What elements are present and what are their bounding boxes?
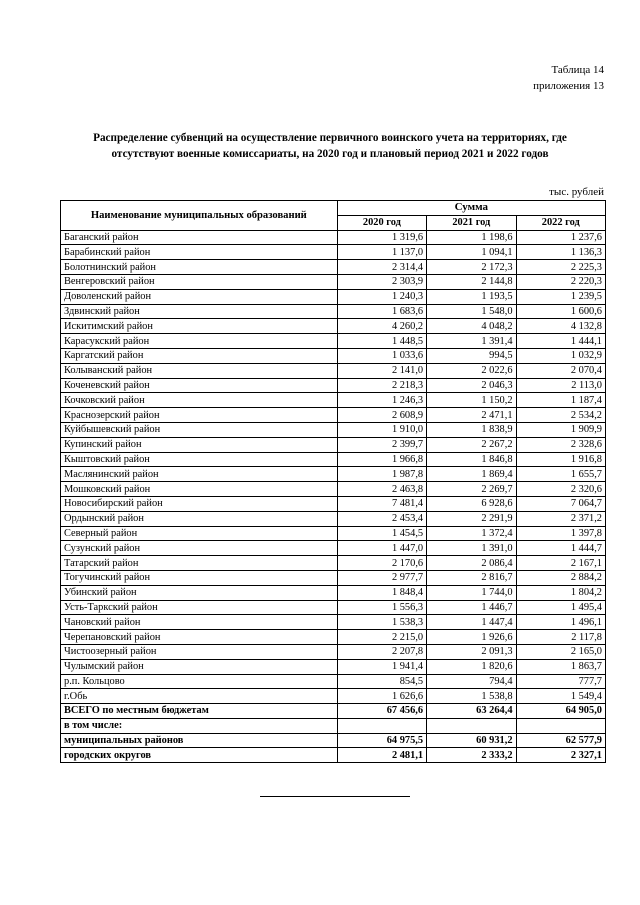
amount-cell-2020: 1 448,5	[337, 334, 426, 349]
table-row	[61, 674, 606, 689]
amount-cell-2021: 2 269,7	[427, 482, 516, 497]
amount-cell-2022: 1 187,4	[516, 393, 605, 408]
amount-cell-2020: 2 314,4	[337, 260, 426, 275]
empty-cell	[516, 718, 605, 733]
table-row	[61, 437, 606, 452]
amount-cell-2020: 1 966,8	[337, 452, 426, 467]
amount-cell-2022: 777,7	[516, 674, 605, 689]
amount-cell-2022: 2 117,8	[516, 630, 605, 645]
municipality-name: Колыванский район	[61, 363, 338, 378]
amount-cell-2020: 1 033,6	[337, 348, 426, 363]
amount-cell-2020: 2 141,0	[337, 363, 426, 378]
amount-cell-2021: 1 391,0	[427, 541, 516, 556]
amount-cell-2020: 7 481,4	[337, 496, 426, 511]
amount-cell-2021: 1 391,4	[427, 334, 516, 349]
amount-cell-2020: 2 399,7	[337, 437, 426, 452]
amount-cell-2020: 1 683,6	[337, 304, 426, 319]
amount-cell-2020: 854,5	[337, 674, 426, 689]
amount-cell-2022: 1 496,1	[516, 615, 605, 630]
municipality-name: Маслянинский район	[61, 467, 338, 482]
municipality-name: Северный район	[61, 526, 338, 541]
amount-cell-2022: 1 136,3	[516, 245, 605, 260]
table-row	[61, 659, 606, 674]
header-row-1	[61, 201, 606, 216]
amount-cell-2021: 6 928,6	[427, 496, 516, 511]
municipality-name: муниципальных районов	[61, 733, 338, 748]
table-row	[61, 541, 606, 556]
table-row	[61, 482, 606, 497]
amount-cell-2021: 1 926,6	[427, 630, 516, 645]
amount-cell-2022: 4 132,8	[516, 319, 605, 334]
amount-cell-2020: 67 456,6	[337, 704, 426, 719]
amount-cell-2020: 2 463,8	[337, 482, 426, 497]
amount-cell-2020: 2 481,1	[337, 748, 426, 763]
amount-cell-2021: 2 022,6	[427, 363, 516, 378]
appendix-label: приложения 13	[533, 80, 604, 92]
amount-cell-2021: 794,4	[427, 674, 516, 689]
footer-divider	[260, 796, 410, 797]
amount-cell-2021: 1 372,4	[427, 526, 516, 541]
amount-cell-2021: 1 193,5	[427, 289, 516, 304]
amount-cell-2020: 2 303,9	[337, 274, 426, 289]
amount-cell-2022: 2 220,3	[516, 274, 605, 289]
amount-cell-2020: 2 170,6	[337, 556, 426, 571]
amount-cell-2020: 1 538,3	[337, 615, 426, 630]
units-label: тыс. рублей	[549, 186, 604, 198]
table-row	[61, 245, 606, 260]
amount-cell-2021: 2 046,3	[427, 378, 516, 393]
amount-cell-2020: 1 246,3	[337, 393, 426, 408]
table-row	[61, 289, 606, 304]
amount-cell-2020: 2 207,8	[337, 644, 426, 659]
municipality-name: Болотнинский район	[61, 260, 338, 275]
municipality-name: Убинский район	[61, 585, 338, 600]
municipality-name: Краснозерский район	[61, 408, 338, 423]
municipality-name: городских округов	[61, 748, 338, 763]
amount-cell-2022: 1 909,9	[516, 422, 605, 437]
municipality-name: Чистоозерный район	[61, 644, 338, 659]
municipality-name: Баганский район	[61, 230, 338, 245]
amount-cell-2020: 1 556,3	[337, 600, 426, 615]
municipality-name: Татарский район	[61, 556, 338, 571]
amount-cell-2021: 1 198,6	[427, 230, 516, 245]
table-row	[61, 452, 606, 467]
amount-cell-2021: 1 538,8	[427, 689, 516, 704]
table-row	[61, 511, 606, 526]
amount-cell-2021: 2 267,2	[427, 437, 516, 452]
amount-cell-2020: 2 218,3	[337, 378, 426, 393]
amount-cell-2020: 2 977,7	[337, 570, 426, 585]
amount-cell-2020: 2 215,0	[337, 630, 426, 645]
table-row	[61, 689, 606, 704]
amount-cell-2021: 4 048,2	[427, 319, 516, 334]
amount-cell-2022: 2 884,2	[516, 570, 605, 585]
municipality-name: Чановский район	[61, 615, 338, 630]
amount-cell-2021: 1 094,1	[427, 245, 516, 260]
amount-cell-2022: 2 225,3	[516, 260, 605, 275]
amount-cell-2021: 1 548,0	[427, 304, 516, 319]
amount-cell-2022: 2 320,6	[516, 482, 605, 497]
amount-cell-2021: 2 172,3	[427, 260, 516, 275]
amount-cell-2022: 2 167,1	[516, 556, 605, 571]
municipality-name: Искитимский район	[61, 319, 338, 334]
table-row	[61, 422, 606, 437]
table-row	[61, 615, 606, 630]
amount-cell-2022: 1 863,7	[516, 659, 605, 674]
year-header-2020: 2020 год	[337, 215, 426, 230]
amount-cell-2020: 1 987,8	[337, 467, 426, 482]
municipality-name: Мошковский район	[61, 482, 338, 497]
subtotal-row	[61, 748, 606, 763]
municipality-name: Доволенский район	[61, 289, 338, 304]
amount-cell-2022: 1 239,5	[516, 289, 605, 304]
amount-cell-2020: 1 941,4	[337, 659, 426, 674]
table-row	[61, 363, 606, 378]
amount-cell-2022: 1 495,4	[516, 600, 605, 615]
table-row	[61, 496, 606, 511]
table-row	[61, 570, 606, 585]
amount-cell-2022: 2 113,0	[516, 378, 605, 393]
amount-cell-2021: 2 091,3	[427, 644, 516, 659]
amount-cell-2022: 1 655,7	[516, 467, 605, 482]
total-row	[61, 704, 606, 719]
amount-cell-2020: 64 975,5	[337, 733, 426, 748]
table-row	[61, 260, 606, 275]
year-header-2021: 2021 год	[427, 215, 516, 230]
amount-cell-2021: 1 744,0	[427, 585, 516, 600]
amount-cell-2021: 2 816,7	[427, 570, 516, 585]
amount-cell-2021: 1 838,9	[427, 422, 516, 437]
municipality-name: Барабинский район	[61, 245, 338, 260]
municipality-name: Кыштовский район	[61, 452, 338, 467]
including-row	[61, 718, 606, 733]
table-row	[61, 304, 606, 319]
table-row	[61, 348, 606, 363]
empty-cell	[427, 718, 516, 733]
amount-cell-2022: 2 371,2	[516, 511, 605, 526]
amount-cell-2022: 1 916,8	[516, 452, 605, 467]
amount-cell-2020: 1 240,3	[337, 289, 426, 304]
amount-cell-2022: 1 804,2	[516, 585, 605, 600]
table-row	[61, 393, 606, 408]
municipality-name: Чулымский район	[61, 659, 338, 674]
sum-header: Сумма	[337, 201, 605, 216]
subvention-table	[60, 200, 606, 763]
amount-cell-2022: 62 577,9	[516, 733, 605, 748]
municipality-name: Каргатский район	[61, 348, 338, 363]
amount-cell-2022: 1 549,4	[516, 689, 605, 704]
table-row	[61, 408, 606, 423]
municipality-name: Новосибирский район	[61, 496, 338, 511]
amount-cell-2020: 1 454,5	[337, 526, 426, 541]
amount-cell-2022: 1 397,8	[516, 526, 605, 541]
table-reference	[533, 62, 604, 94]
amount-cell-2021: 1 846,8	[427, 452, 516, 467]
table-row	[61, 230, 606, 245]
amount-cell-2021: 2 144,8	[427, 274, 516, 289]
amount-cell-2021: 60 931,2	[427, 733, 516, 748]
title-line-2: отсутствуют военные комиссариаты, на 2020 год и плановый период 2021 и 2022 годов	[111, 148, 549, 160]
subtotal-row	[61, 733, 606, 748]
table-row	[61, 644, 606, 659]
municipality-name: Сузунский район	[61, 541, 338, 556]
amount-cell-2022: 64 905,0	[516, 704, 605, 719]
municipality-name: Куйбышевский район	[61, 422, 338, 437]
municipality-name: Ордынский район	[61, 511, 338, 526]
table-row	[61, 274, 606, 289]
municipality-name: Коченевский район	[61, 378, 338, 393]
table-row	[61, 585, 606, 600]
amount-cell-2021: 1 820,6	[427, 659, 516, 674]
table-row	[61, 630, 606, 645]
municipality-name: Венгеровский район	[61, 274, 338, 289]
amount-cell-2022: 1 444,1	[516, 334, 605, 349]
amount-cell-2022: 2 070,4	[516, 363, 605, 378]
amount-cell-2022: 2 327,1	[516, 748, 605, 763]
table-row	[61, 600, 606, 615]
amount-cell-2021: 1 150,2	[427, 393, 516, 408]
municipality-name: Купинский район	[61, 437, 338, 452]
empty-cell	[337, 718, 426, 733]
municipality-column-header: Наименование муниципальных образований	[61, 201, 338, 231]
amount-cell-2022: 1 237,6	[516, 230, 605, 245]
table-row	[61, 334, 606, 349]
title-line-1: Распределение субвенций на осуществление первичного воинского учета на территориях, где	[93, 132, 567, 144]
amount-cell-2022: 1 600,6	[516, 304, 605, 319]
amount-cell-2022: 2 328,6	[516, 437, 605, 452]
municipality-name: Карасукский район	[61, 334, 338, 349]
amount-cell-2020: 1 137,0	[337, 245, 426, 260]
table-number-label: Таблица 14	[551, 64, 604, 76]
amount-cell-2021: 63 264,4	[427, 704, 516, 719]
amount-cell-2022: 1 032,9	[516, 348, 605, 363]
document-title	[60, 130, 600, 162]
year-header-2022: 2022 год	[516, 215, 605, 230]
amount-cell-2020: 1 626,6	[337, 689, 426, 704]
amount-cell-2020: 1 910,0	[337, 422, 426, 437]
table-body	[61, 230, 606, 763]
amount-cell-2022: 7 064,7	[516, 496, 605, 511]
amount-cell-2021: 1 447,4	[427, 615, 516, 630]
municipality-name: г.Обь	[61, 689, 338, 704]
municipality-name: Усть-Таркский район	[61, 600, 338, 615]
table-row	[61, 467, 606, 482]
municipality-name: Тогучинский район	[61, 570, 338, 585]
including-label: в том числе:	[61, 718, 338, 733]
municipality-name: Здвинский район	[61, 304, 338, 319]
amount-cell-2020: 4 260,2	[337, 319, 426, 334]
amount-cell-2021: 1 869,4	[427, 467, 516, 482]
amount-cell-2020: 1 319,6	[337, 230, 426, 245]
amount-cell-2021: 2 333,2	[427, 748, 516, 763]
municipality-name: ВСЕГО по местным бюджетам	[61, 704, 338, 719]
table-row	[61, 526, 606, 541]
amount-cell-2022: 2 534,2	[516, 408, 605, 423]
amount-cell-2021: 2 471,1	[427, 408, 516, 423]
table-row	[61, 319, 606, 334]
municipality-name: Черепановский район	[61, 630, 338, 645]
amount-cell-2020: 1 848,4	[337, 585, 426, 600]
municipality-name: р.п. Кольцово	[61, 674, 338, 689]
amount-cell-2021: 2 086,4	[427, 556, 516, 571]
amount-cell-2020: 1 447,0	[337, 541, 426, 556]
amount-cell-2022: 2 165,0	[516, 644, 605, 659]
amount-cell-2021: 994,5	[427, 348, 516, 363]
amount-cell-2020: 2 453,4	[337, 511, 426, 526]
table-row	[61, 378, 606, 393]
table-row	[61, 556, 606, 571]
amount-cell-2022: 1 444,7	[516, 541, 605, 556]
amount-cell-2021: 2 291,9	[427, 511, 516, 526]
municipality-name: Кочковский район	[61, 393, 338, 408]
amount-cell-2021: 1 446,7	[427, 600, 516, 615]
amount-cell-2020: 2 608,9	[337, 408, 426, 423]
